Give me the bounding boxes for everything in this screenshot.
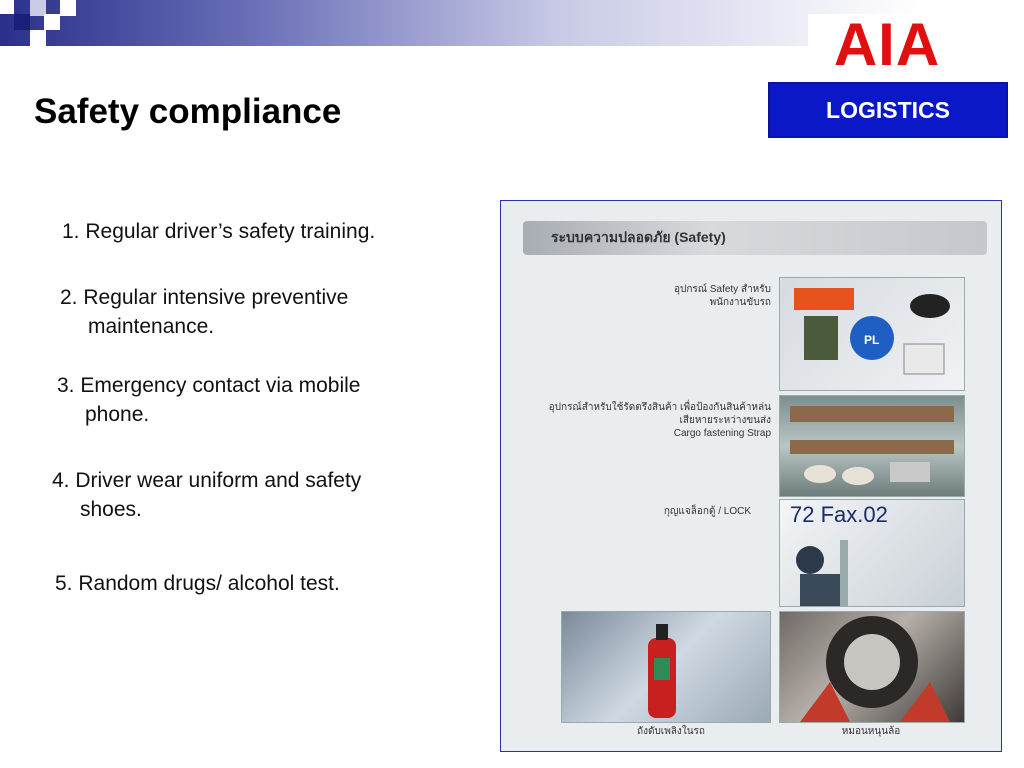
- list-item: [60, 283, 480, 341]
- fire-extinguisher-photo: [561, 611, 771, 723]
- decor-square: [60, 0, 76, 16]
- logo-logistics-banner: [768, 82, 1008, 138]
- list-item-line2: phone.: [85, 403, 150, 426]
- caption-strap-english: Cargo fastening Strap: [673, 428, 771, 439]
- list-item: [57, 371, 477, 429]
- caption-equipment: อุปกรณ์ Safety สำหรับ พนักงานขับรถ: [674, 284, 771, 308]
- logo-logistics-text: LOGISTICS: [826, 96, 950, 123]
- list-item-line1: 3. Emergency contact via mobile: [57, 374, 361, 397]
- list-item: [55, 569, 475, 598]
- decor-square: [30, 30, 46, 46]
- slide-title: Safety compliance: [34, 92, 342, 131]
- decor-square: [14, 14, 30, 30]
- caption-strap-thai: อุปกรณ์สำหรับใช้รัดตรึงสินค้า เพื่อป้องกันสินค้าหล่นเสียหายระหว่างขนส่ง: [548, 402, 771, 426]
- wheel-illustration: [780, 612, 964, 722]
- list-item: [62, 217, 482, 246]
- strap-illustration: [780, 396, 964, 496]
- door-lock-photo: [779, 499, 965, 607]
- logo-aia-text: AIA: [833, 11, 941, 78]
- list-item-line1: 5. Random drugs/ alcohol test.: [55, 572, 340, 595]
- cargo-strap-photo: [779, 395, 965, 497]
- caption-wheel-chock: หมอนหนุนล้อ: [841, 726, 901, 737]
- caption-extinguisher: ถังดับเพลิงในรถ: [637, 726, 705, 737]
- caption-strap: [541, 401, 771, 440]
- decor-square: [44, 14, 60, 30]
- safety-vest-shape: [794, 288, 854, 310]
- helmet-label: PL: [864, 333, 880, 347]
- book-shape: [804, 316, 838, 360]
- gloves-shape: [904, 344, 944, 374]
- list-item-line1: 4. Driver wear uniform and safety: [52, 469, 362, 492]
- lock-illustration: [780, 500, 964, 606]
- list-item-line1: 2. Regular intensive preventive: [60, 286, 349, 309]
- wheel-chock-photo: [779, 611, 965, 723]
- caption-lock: กุญแจล็อกตู้ / LOCK: [663, 506, 751, 517]
- shoes-shape: [910, 294, 950, 318]
- truck-text: 72 Fax.02: [790, 502, 888, 527]
- list-item-line2: maintenance.: [88, 315, 215, 338]
- scan-header: ระบบความปลอดภัย (Safety): [523, 221, 987, 255]
- list-item-line1: 1. Regular driver’s safety training.: [62, 220, 376, 243]
- extinguisher-illustration: [562, 612, 770, 722]
- safety-scan-image: [500, 200, 1002, 752]
- list-item-line2: shoes.: [80, 498, 142, 521]
- safety-equipment-illustration: [780, 278, 964, 390]
- safety-equipment-photo: [779, 277, 965, 391]
- list-item: [52, 466, 472, 524]
- decor-square: [0, 0, 14, 14]
